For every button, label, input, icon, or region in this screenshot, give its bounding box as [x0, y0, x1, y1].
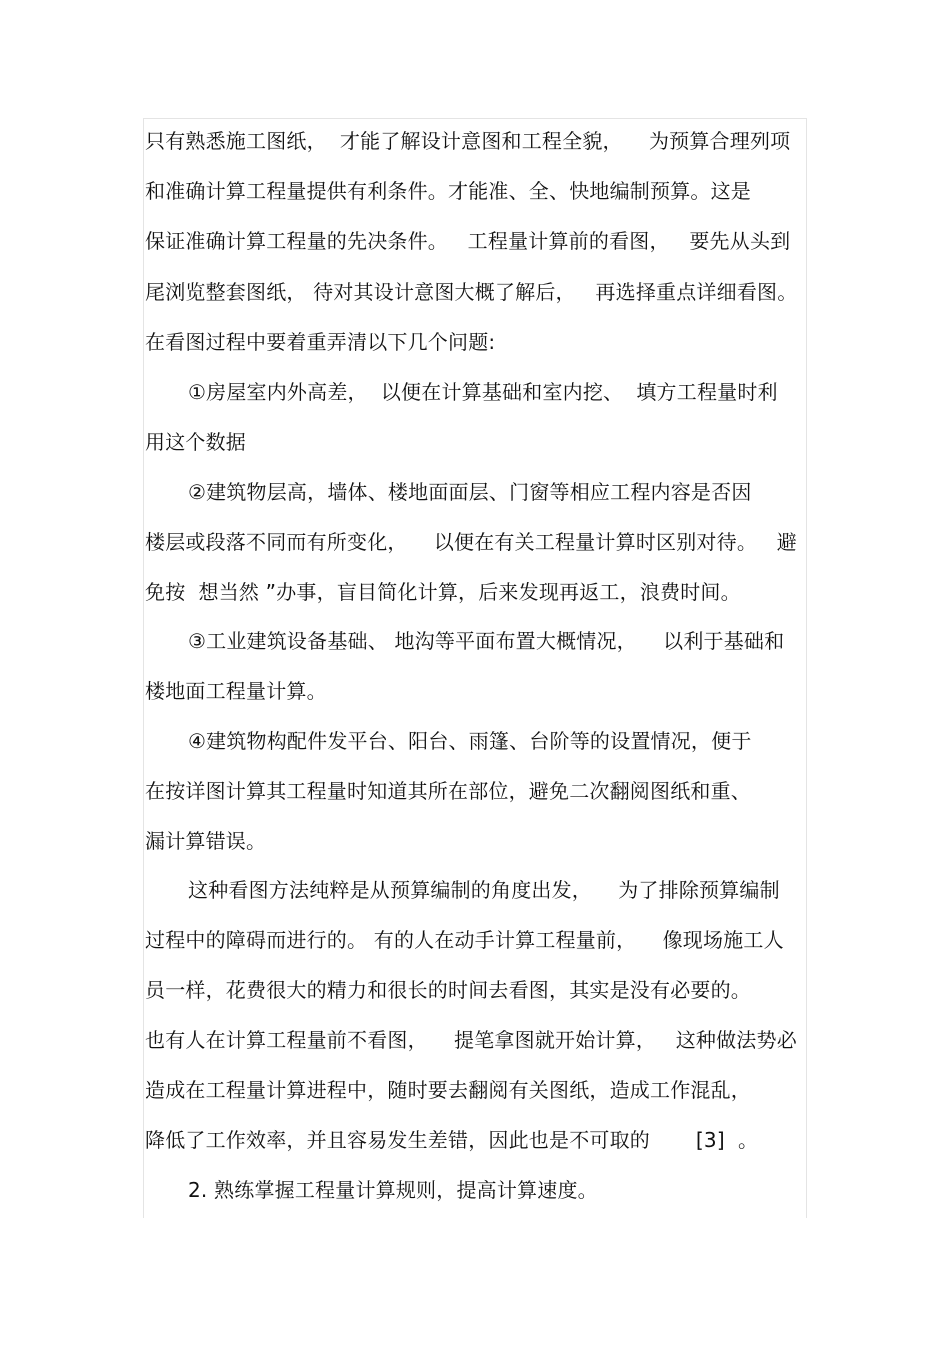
text-line: 降低了工作效率，并且容易发生差错，因此也是不可取的 [3] 。: [145, 1128, 759, 1152]
text-line: 保证准确计算工程量的先决条件。 工程量计算前的看图， 要先从头到: [145, 229, 791, 253]
text-line: 这种看图方法纯粹是从预算编制的角度出发， 为了排除预算编制: [188, 878, 780, 902]
text-line: 2. 熟练掌握工程量计算规则，提高计算速度。: [188, 1178, 598, 1202]
text-line: ④建筑物构配件发平台、阳台、雨篷、台阶等的设置情况，便于: [188, 729, 752, 753]
text-line: 和准确计算工程量提供有利条件。才能准、全、快地编制预算。这是: [145, 179, 751, 203]
text-line: 只有熟悉施工图纸， 才能了解设计意图和工程全貌， 为预算合理列项: [145, 129, 791, 153]
text-line: ②建筑物层高，墙体、楼地面面层、门窗等相应工程内容是否因: [188, 480, 752, 504]
text-line: ③工业建筑设备基础、 地沟等平面布置大概情况， 以利于基础和: [188, 629, 785, 653]
text-line: 免按 想当然 ”办事，盲目简化计算，后来发现再返工，浪费时间。: [145, 580, 741, 604]
text-line: 在按详图计算其工程量时知道其所在部位，避免二次翻阅图纸和重、: [145, 779, 751, 803]
text-line: 造成在工程量计算进程中，随时要去翻阅有关图纸，造成工作混乱，: [145, 1078, 751, 1102]
text-line: 楼层或段落不同而有所变化， 以便在有关工程量计算时区别对待。 避: [145, 530, 797, 554]
text-line: 过程中的障碍而进行的。 有的人在动手计算工程量前， 像现场施工人: [145, 928, 784, 952]
text-line: 尾浏览整套图纸， 待对其设计意图大概了解后， 再选择重点详细看图。: [145, 280, 798, 304]
text-line: 用这个数据: [145, 430, 246, 454]
text-line: 楼地面工程量计算。: [145, 679, 327, 703]
text-line: ①房屋室内外高差， 以便在计算基础和室内挖、 填方工程量时利: [188, 380, 778, 404]
text-line: 漏计算错误。: [145, 829, 267, 853]
text-line: 在看图过程中要着重弄清以下几个问题:: [145, 330, 496, 354]
text-line: 员一样，花费很大的精力和很长的时间去看图，其实是没有必要的。: [145, 978, 751, 1002]
text-line: 也有人在计算工程量前不看图， 提笔拿图就开始计算， 这种做法势必: [145, 1028, 797, 1052]
